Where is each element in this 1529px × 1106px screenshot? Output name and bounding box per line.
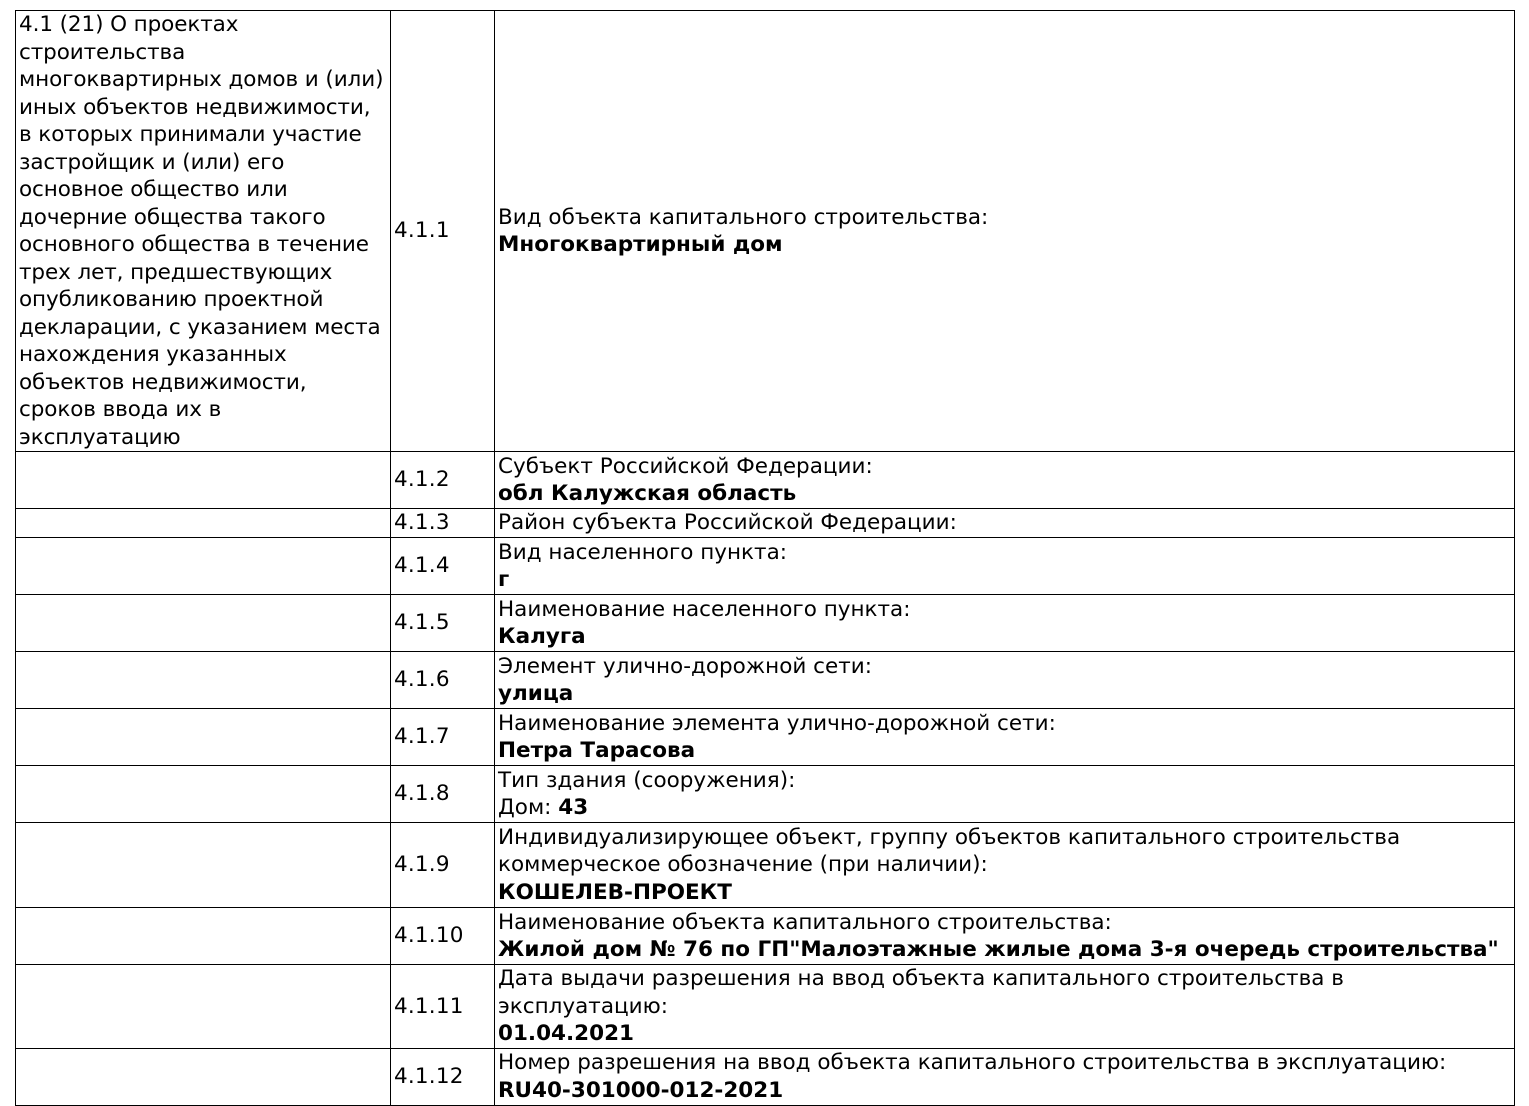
table-row xyxy=(16,11,1515,452)
empty-section-cell xyxy=(16,908,391,965)
table-row xyxy=(16,538,1515,595)
table-row xyxy=(16,823,1515,908)
field-value: г xyxy=(498,567,510,592)
row-content xyxy=(495,965,1515,1049)
field-value: Жилой дом № 76 по ГП"Малоэтажные жилые дома 3-я очередь строительства" xyxy=(498,937,1499,962)
table-row xyxy=(16,709,1515,766)
row-content xyxy=(495,1048,1515,1105)
row-number: 4.1.4 xyxy=(391,538,495,595)
field-label: Номер разрешения на ввод объекта капитального строительства в эксплуатацию: xyxy=(498,1050,1447,1075)
field-label: Вид объекта капитального строительства: xyxy=(498,204,989,230)
empty-section-cell xyxy=(16,965,391,1049)
row-number: 4.1.6 xyxy=(391,652,495,709)
empty-section-cell xyxy=(16,509,391,538)
table-row xyxy=(16,509,1515,538)
empty-section-cell xyxy=(16,766,391,823)
field-label: Индивидуализирующее объект, группу объектов капитального строительства коммерческое обозначение (при наличии): xyxy=(498,824,1401,878)
table-row xyxy=(16,908,1515,965)
empty-section-cell xyxy=(16,595,391,652)
field-value: RU40-301000-012-2021 xyxy=(498,1077,784,1103)
field-value: Многоквартирный дом xyxy=(498,232,783,257)
row-content xyxy=(495,11,1515,452)
row-number: 4.1.9 xyxy=(391,823,495,908)
row-number: 4.1.5 xyxy=(391,595,495,652)
field-label: Наименование населенного пункта: xyxy=(498,596,911,622)
table-row xyxy=(16,452,1515,509)
empty-section-cell xyxy=(16,538,391,595)
field-label: Тип здания (сооружения): xyxy=(498,767,796,793)
row-content xyxy=(495,538,1515,595)
row-number: 4.1.8 xyxy=(391,766,495,823)
house-line xyxy=(498,794,1511,822)
table-row xyxy=(16,965,1515,1049)
row-content xyxy=(495,709,1515,766)
field-label: Район субъекта Российской Федерации: xyxy=(498,510,957,536)
field-value: КОШЕЛЕВ-ПРОЕКТ xyxy=(498,879,732,905)
row-number: 4.1.1 xyxy=(391,11,495,452)
field-label: Дата выдачи разрешения на ввод объекта капитального строительства в эксплуатацию: xyxy=(498,966,1344,1019)
row-number: 4.1.7 xyxy=(391,709,495,766)
empty-section-cell xyxy=(16,1048,391,1105)
field-value: улица xyxy=(498,681,574,706)
row-content xyxy=(495,509,1515,538)
row-number: 4.1.2 xyxy=(391,452,495,509)
row-content xyxy=(495,766,1515,823)
table-row xyxy=(16,1048,1515,1105)
declaration-sheet xyxy=(15,10,1514,1106)
empty-section-cell xyxy=(16,709,391,766)
field-value: 01.04.2021 xyxy=(498,1021,635,1046)
table-row xyxy=(16,595,1515,652)
empty-section-cell xyxy=(16,823,391,908)
field-label: Наименование объекта капитального строительства: xyxy=(498,909,1112,935)
row-content xyxy=(495,908,1515,965)
project-declaration-table xyxy=(15,10,1515,1106)
table-row xyxy=(16,652,1515,709)
house-number: 43 xyxy=(558,795,589,820)
field-value: обл Калужская область xyxy=(498,481,797,506)
field-label: Наименование элемента улично-дорожной сети: xyxy=(498,710,1056,736)
field-label: Элемент улично-дорожной сети: xyxy=(498,653,872,679)
row-number: 4.1.12 xyxy=(391,1048,495,1105)
section-heading: 4.1 (21) О проектах строительства многоквартирных домов и (или) иных объектов недвижимости, в которых принимали участие застройщик и (или) его основное общество или дочерние общества такого основного общества в течение трех лет, предшествующих опубликованию проектной декларации, с указанием места нахождения указанных объектов недвижимости, сроков ввода их в эксплуатацию xyxy=(16,11,391,452)
row-content xyxy=(495,823,1515,908)
table-row xyxy=(16,766,1515,823)
field-label: Субъект Российской Федерации: xyxy=(498,453,873,479)
row-content xyxy=(495,595,1515,652)
row-number: 4.1.10 xyxy=(391,908,495,965)
row-number: 4.1.11 xyxy=(391,965,495,1049)
field-value: Калуга xyxy=(498,624,586,649)
field-label: Вид населенного пункта: xyxy=(498,539,787,565)
house-label: Дом: xyxy=(498,795,552,820)
row-content xyxy=(495,652,1515,709)
empty-section-cell xyxy=(16,452,391,509)
empty-section-cell xyxy=(16,652,391,709)
field-value: Петра Тарасова xyxy=(498,738,696,763)
row-number: 4.1.3 xyxy=(391,509,495,538)
row-content xyxy=(495,452,1515,509)
